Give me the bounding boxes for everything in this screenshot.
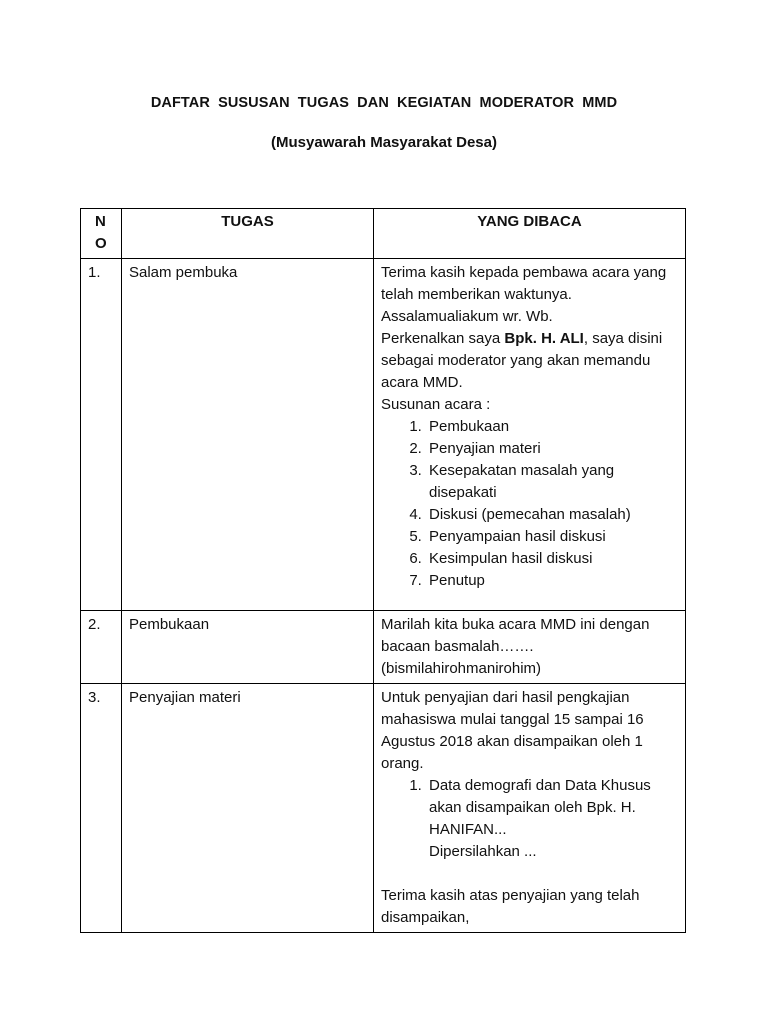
blank-line — [381, 863, 678, 885]
list-item: 4. Diskusi (pemecahan masalah) — [426, 504, 678, 526]
list-item: 3. Kesepakatan masalah yang disepakati — [426, 460, 678, 504]
row-tugas: Penyajian materi — [122, 684, 374, 933]
intro-text: Terima kasih kepada pembawa acara yang telah memberikan waktunya. — [381, 264, 667, 303]
row-yang-dibaca — [374, 684, 686, 933]
header-yang-dibaca: YANG DIBACA — [374, 209, 686, 259]
row-yang-dibaca — [374, 259, 686, 611]
introduction-text — [381, 328, 678, 394]
document-subtitle: (Musyawarah Masyarakat Desa) — [271, 134, 497, 151]
presenter-list — [381, 775, 678, 863]
moderator-name: Bpk. H. ALI — [504, 330, 584, 347]
table-header-row — [81, 209, 686, 259]
task-table — [80, 208, 686, 933]
header-tugas: TUGAS — [122, 209, 374, 259]
greeting-text: Assalamualiakum wr. Wb. — [381, 308, 553, 325]
header-no — [81, 209, 122, 259]
row-yang-dibaca: Marilah kita buka acara MMD ini dengan bacaan basmalah……. (bismilahirohmanirohim) — [374, 611, 686, 684]
list-item: 1. Pembukaan — [426, 416, 678, 438]
table-row — [81, 611, 686, 684]
list-item: 5. Penyampaian hasil diskusi — [426, 526, 678, 548]
list-item: 7. Penutup — [426, 570, 678, 592]
agenda-label: Susunan acara : — [381, 396, 491, 413]
list-item-text: 1. Data demografi dan Data Khusus akan disampaikan oleh Bpk. H. HANIFAN... — [429, 777, 651, 838]
row-tugas: Salam pembuka — [122, 259, 374, 611]
row-number: 1. — [81, 259, 122, 611]
list-item: 6. Kesimpulan hasil diskusi — [426, 548, 678, 570]
row-number: 3. — [81, 684, 122, 933]
header-no-line2: O — [95, 235, 107, 252]
presentation-intro: Untuk penyajian dari hasil pengkajian mahasiswa mulai tanggal 15 sampai 16 Agustus 2018 akan disampaikan oleh 1 orang. — [381, 689, 644, 772]
agenda-list — [381, 416, 678, 592]
row-tugas: Pembukaan — [122, 611, 374, 684]
table-row — [81, 259, 686, 611]
document-title: DAFTAR SUSUSAN TUGAS DAN KEGIATAN MODERATOR MMD — [150, 95, 618, 111]
closing-text: Terima kasih atas penyajian yang telah disampaikan, — [381, 887, 640, 926]
header-no-line1: N — [95, 213, 106, 230]
intro-post: , saya disini sebagai moderator yang akan memandu acara MMD. — [381, 330, 663, 391]
row-number: 2. — [81, 611, 122, 684]
list-item: 2. Penyajian materi — [426, 438, 678, 460]
list-item — [426, 775, 678, 863]
intro-pre: Perkenalkan saya — [381, 330, 505, 347]
list-item-subtext: Dipersilahkan ... — [429, 843, 537, 860]
table-row — [81, 684, 686, 933]
